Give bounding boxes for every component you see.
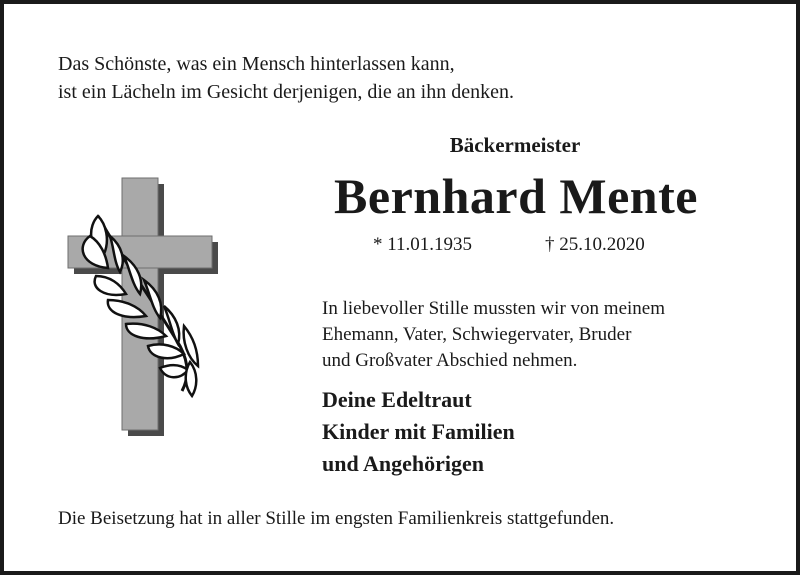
mourner-line: und Angehörigen — [322, 451, 484, 476]
mourner-line: Kinder mit Familien — [322, 419, 515, 444]
motto-line: ist ein Lächeln im Gesicht derjenigen, die an ihn denken. — [58, 81, 514, 103]
mourners-signature — [322, 384, 515, 480]
death-date: † 25.10.2020 — [545, 234, 645, 255]
mourner-line: Deine Edeltraut — [322, 387, 472, 412]
deceased-name: Bernhard Mente — [334, 168, 698, 224]
farewell-message — [322, 296, 665, 374]
birth-date: * 11.01.1935 — [373, 234, 473, 255]
occupation-title: Bäckermeister — [449, 133, 581, 157]
motto-line: Das Schönste, was ein Mensch hinterlassen kann, — [58, 53, 455, 75]
motto-quote — [58, 50, 514, 106]
message-line: Ehemann, Vater, Schwiegervater, Bruder — [322, 324, 632, 345]
funeral-note: Die Beisetzung hat in aller Stille im engsten Familienkreis stattgefunden. — [58, 508, 615, 529]
message-line: In liebevoller Stille mussten wir von meinem — [322, 298, 665, 319]
cross-with-palm-branch-icon — [60, 176, 230, 446]
message-line: und Großvater Abschied nehmen. — [322, 350, 578, 371]
